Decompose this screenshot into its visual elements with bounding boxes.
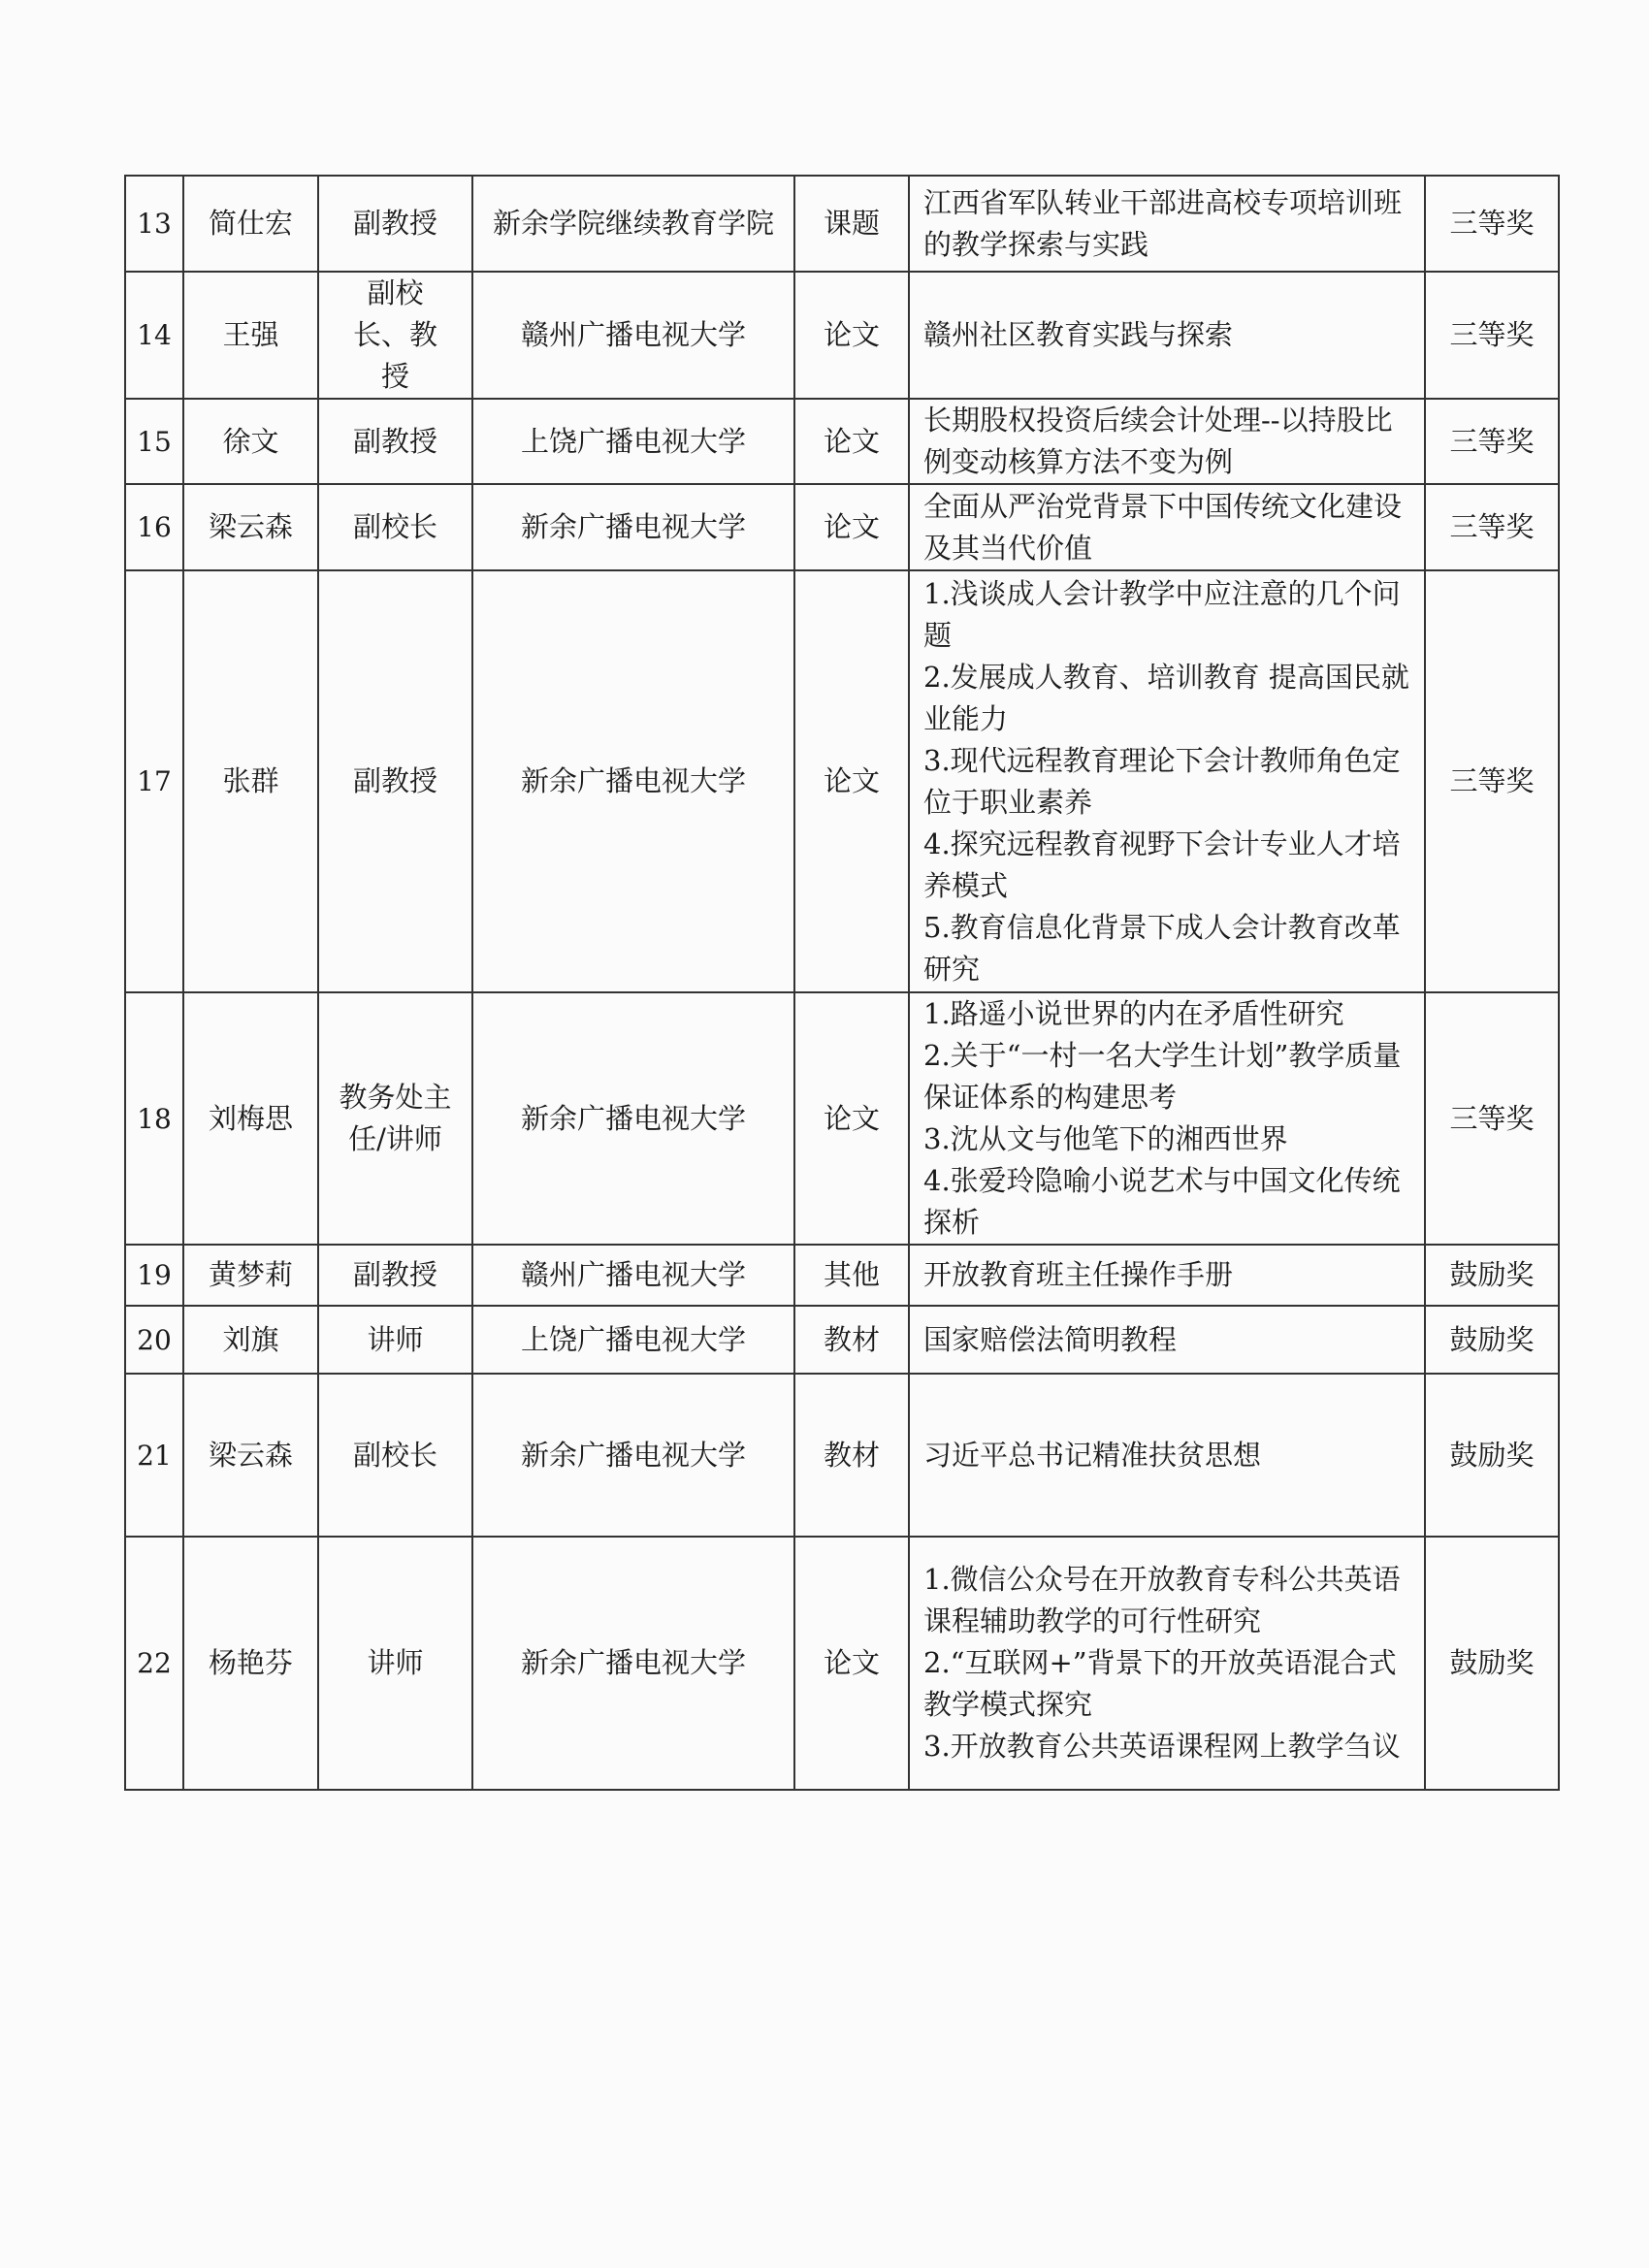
author-unit: 新余广播电视大学	[472, 1374, 794, 1537]
author-unit: 赣州广播电视大学	[472, 1245, 794, 1306]
author-name: 张群	[183, 570, 318, 992]
work-type: 教材	[794, 1306, 909, 1374]
award-level: 鼓励奖	[1425, 1374, 1559, 1537]
work-title: 2.发展成人教育、培训教育 提高国民就业能力	[923, 660, 1409, 735]
author-title: 副教授	[318, 176, 472, 272]
work-title: 3.开放教育公共英语课程网上教学刍议	[923, 1730, 1401, 1763]
author-title: 讲师	[318, 1537, 472, 1790]
table-row	[125, 570, 1559, 992]
author-title: 讲师	[318, 1306, 472, 1374]
award-level: 鼓励奖	[1425, 1537, 1559, 1790]
table-row	[125, 399, 1559, 484]
work-title: 开放教育班主任操作手册	[923, 1258, 1234, 1291]
author-unit: 新余广播电视大学	[472, 1537, 794, 1790]
author-name: 刘梅思	[183, 992, 318, 1245]
work-type: 课题	[794, 176, 909, 272]
award-level: 三等奖	[1425, 992, 1559, 1245]
author-name: 梁云森	[183, 484, 318, 570]
author-title: 副校长、教授	[318, 272, 472, 399]
author-title: 副教授	[318, 1245, 472, 1306]
work-title: 4.张爱玲隐喻小说艺术与中国文化传统探析	[923, 1164, 1401, 1239]
work-titles	[909, 1245, 1425, 1306]
table-row	[125, 1306, 1559, 1374]
row-number: 21	[125, 1374, 183, 1537]
author-name: 王强	[183, 272, 318, 399]
work-title: 2.关于“一村一名大学生计划”教学质量保证体系的构建思考	[923, 1039, 1402, 1114]
award-level: 鼓励奖	[1425, 1306, 1559, 1374]
row-number: 15	[125, 399, 183, 484]
work-type: 教材	[794, 1374, 909, 1537]
row-number: 19	[125, 1245, 183, 1306]
table-row	[125, 272, 1559, 399]
author-name: 简仕宏	[183, 176, 318, 272]
row-number: 20	[125, 1306, 183, 1374]
row-number: 22	[125, 1537, 183, 1790]
author-name: 梁云森	[183, 1374, 318, 1537]
work-titles	[909, 484, 1425, 570]
table-row	[125, 992, 1559, 1245]
row-number: 13	[125, 176, 183, 272]
work-titles	[909, 1374, 1425, 1537]
work-type: 论文	[794, 484, 909, 570]
author-unit: 上饶广播电视大学	[472, 399, 794, 484]
work-type: 论文	[794, 570, 909, 992]
work-type: 其他	[794, 1245, 909, 1306]
author-title: 副校长	[318, 1374, 472, 1537]
work-titles	[909, 176, 1425, 272]
work-title: 赣州社区教育实践与探索	[923, 318, 1234, 351]
author-title: 副教授	[318, 570, 472, 992]
work-title: 1.路遥小说世界的内在矛盾性研究	[923, 997, 1344, 1030]
award-level: 三等奖	[1425, 484, 1559, 570]
work-title: 国家赔偿法简明教程	[923, 1322, 1178, 1356]
row-number: 16	[125, 484, 183, 570]
table-row	[125, 1537, 1559, 1790]
work-titles	[909, 570, 1425, 992]
author-unit: 赣州广播电视大学	[472, 272, 794, 399]
author-title: 教务处主任/讲师	[318, 992, 472, 1245]
work-titles	[909, 399, 1425, 484]
work-title: 3.沈从文与他笔下的湘西世界	[923, 1122, 1288, 1155]
work-titles	[909, 272, 1425, 399]
table-row	[125, 1374, 1559, 1537]
work-type: 论文	[794, 272, 909, 399]
work-type: 论文	[794, 399, 909, 484]
work-title: 2.“互联网+”背景下的开放英语混合式教学模式探究	[923, 1646, 1397, 1721]
work-title: 1.微信公众号在开放教育专科公共英语课程辅助教学的可行性研究	[923, 1563, 1401, 1637]
author-name: 徐文	[183, 399, 318, 484]
work-title: 1.浅谈成人会计教学中应注意的几个问题	[923, 576, 1401, 652]
author-unit: 新余广播电视大学	[472, 570, 794, 992]
awards-table	[124, 175, 1560, 1791]
table-row	[125, 484, 1559, 570]
work-title: 4.探究远程教育视野下会计专业人才培养模式	[923, 826, 1401, 902]
work-title: 江西省军队转业干部进高校专项培训班的教学探索与实践	[923, 185, 1403, 261]
work-title: 5.教育信息化背景下成人会计教育改革研究	[923, 910, 1401, 986]
award-level: 三等奖	[1425, 176, 1559, 272]
award-level: 三等奖	[1425, 399, 1559, 484]
author-unit: 上饶广播电视大学	[472, 1306, 794, 1374]
table-row	[125, 1245, 1559, 1306]
author-unit: 新余广播电视大学	[472, 992, 794, 1245]
award-level: 三等奖	[1425, 272, 1559, 399]
work-title: 长期股权投资后续会计处理--以持股比例变动核算方法不变为例	[923, 404, 1393, 478]
author-title: 副教授	[318, 399, 472, 484]
author-unit: 新余学院继续教育学院	[472, 176, 794, 272]
row-number: 17	[125, 570, 183, 992]
work-title: 习近平总书记精准扶贫思想	[923, 1438, 1262, 1472]
author-title: 副校长	[318, 484, 472, 570]
award-level: 三等奖	[1425, 570, 1559, 992]
work-titles	[909, 992, 1425, 1245]
work-titles	[909, 1306, 1425, 1374]
award-level: 鼓励奖	[1425, 1245, 1559, 1306]
work-type: 论文	[794, 1537, 909, 1790]
author-name: 黄梦莉	[183, 1245, 318, 1306]
row-number: 18	[125, 992, 183, 1245]
work-title: 全面从严治党背景下中国传统文化建设及其当代价值	[923, 489, 1403, 565]
work-titles	[909, 1537, 1425, 1790]
author-name: 刘旗	[183, 1306, 318, 1374]
author-unit: 新余广播电视大学	[472, 484, 794, 570]
work-title: 3.现代远程教育理论下会计教师角色定位于职业素养	[923, 743, 1401, 819]
work-type: 论文	[794, 992, 909, 1245]
author-name: 杨艳芬	[183, 1537, 318, 1790]
row-number: 14	[125, 272, 183, 399]
table-row	[125, 176, 1559, 272]
